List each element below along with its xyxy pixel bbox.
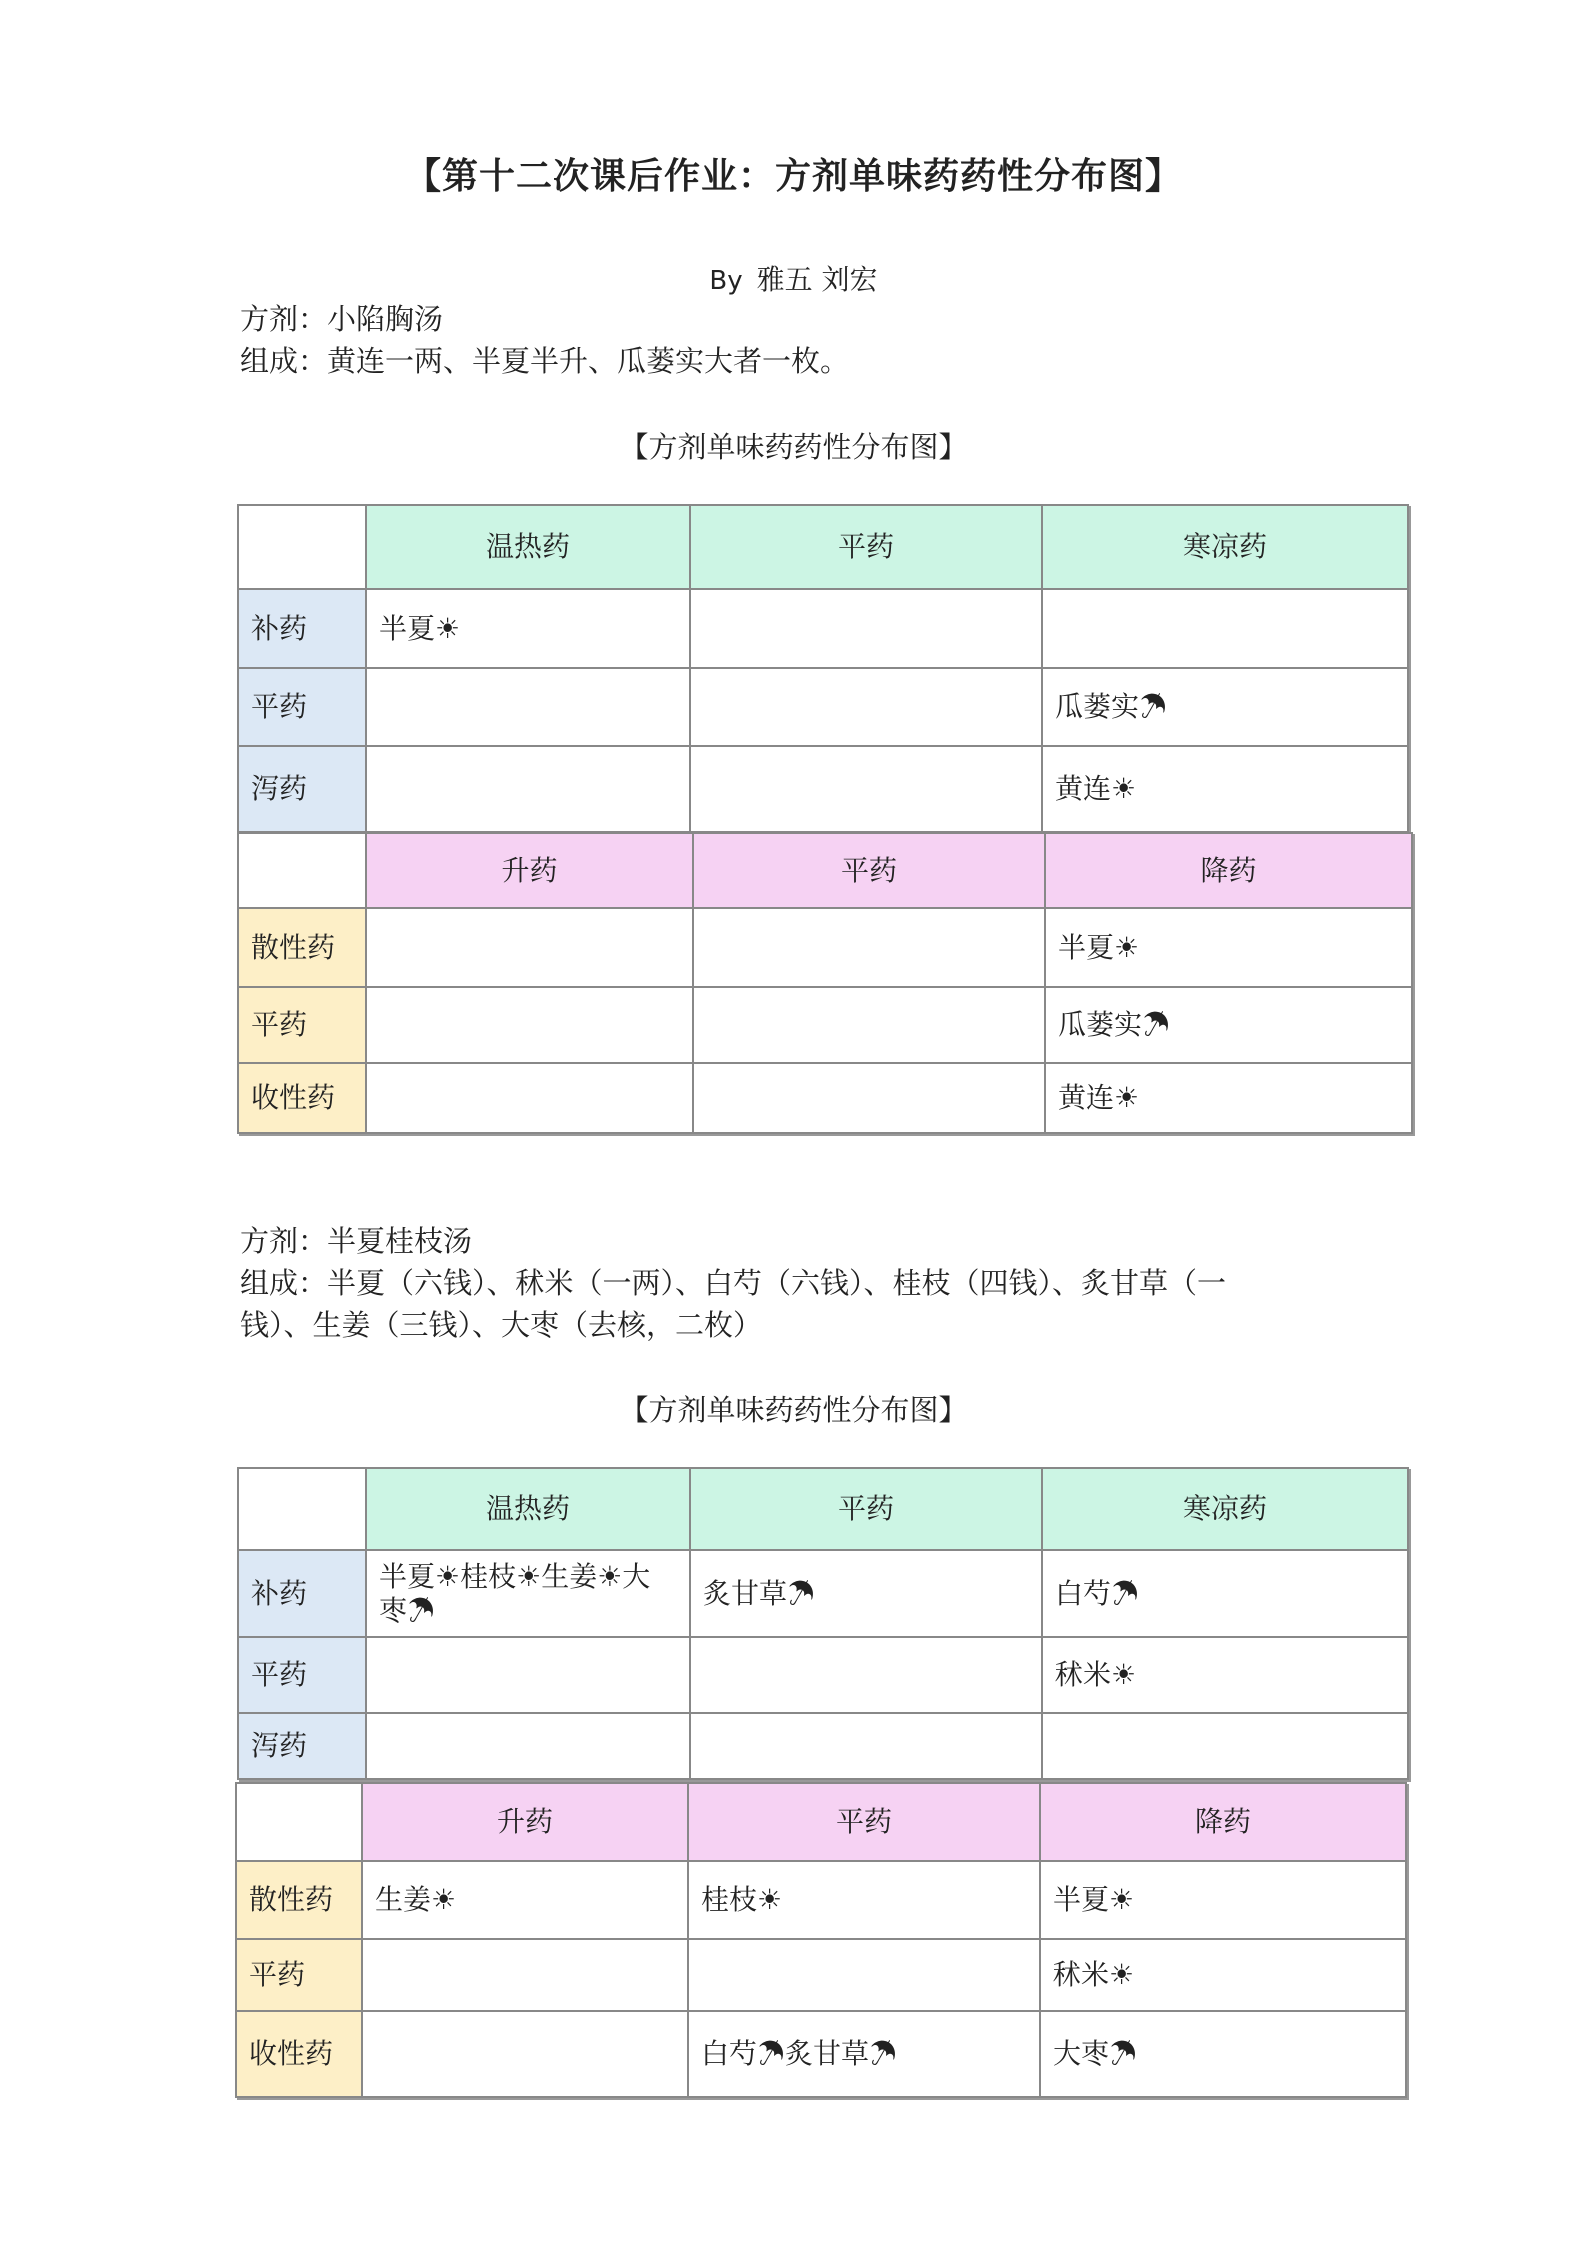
table-cell: 半夏☀桂枝☀生姜☀大枣☂ [366, 1550, 690, 1637]
formula1-name: 方剂：小陷胸汤 [240, 302, 444, 336]
formula2-composition-line2: 钱）、生姜（三钱）、大枣（去核，二枚） [240, 1308, 763, 1342]
table-cell: 半夏☀ [1040, 1861, 1406, 1939]
table-cell [690, 589, 1042, 668]
table-cell [690, 668, 1042, 746]
row-label: 散性药 [238, 908, 366, 987]
table-cell [690, 1637, 1042, 1713]
table-cell: 半夏☀ [366, 589, 690, 668]
table-cell: 生姜☀ [362, 1861, 688, 1939]
header-warm: 温热药 [366, 1468, 690, 1550]
table-cell: 秫米☀ [1042, 1637, 1408, 1713]
formula2-direction-table [235, 1782, 1407, 2098]
header-warm: 温热药 [366, 505, 690, 589]
table-cell: 瓜蒌实☂ [1045, 987, 1412, 1063]
author-name: 雅五 刘宏 [756, 263, 878, 296]
row-label: 补药 [238, 589, 366, 668]
table-cell [366, 746, 690, 832]
corner-cell [238, 833, 366, 908]
formula2-name: 方剂：半夏桂枝汤 [240, 1224, 473, 1258]
header-neutral: 平药 [690, 1468, 1042, 1550]
row-label: 收性药 [236, 2011, 362, 2097]
table-cell [1042, 1713, 1408, 1779]
table-cell [1042, 589, 1408, 668]
table-cell [366, 1713, 690, 1779]
table-cell [366, 1063, 693, 1133]
table-cell: 桂枝☀ [688, 1861, 1040, 1939]
header-descending: 降药 [1040, 1783, 1406, 1861]
header-neutral: 平药 [688, 1783, 1040, 1861]
corner-cell [236, 1783, 362, 1861]
header-descending: 降药 [1045, 833, 1412, 908]
table-cell: 白芍☂炙甘草☂ [688, 2011, 1040, 2097]
header-ascending: 升药 [366, 833, 693, 908]
header-neutral: 平药 [693, 833, 1045, 908]
formula2-chart-title: 【方剂单味药药性分布图】 [619, 1393, 968, 1427]
table-cell [362, 2011, 688, 2097]
row-label: 泻药 [238, 1713, 366, 1779]
row-label: 泻药 [238, 746, 366, 832]
page-title: 【第十二次课后作业：方剂单味药药性分布图】 [404, 155, 1182, 197]
corner-cell [238, 505, 366, 589]
formula1-temperature-table [237, 504, 1409, 833]
author-by: By [709, 266, 743, 296]
table-cell: 黄连☀ [1042, 746, 1408, 832]
header-cold: 寒凉药 [1042, 505, 1408, 589]
table-cell [362, 1939, 688, 2011]
row-label: 补药 [238, 1550, 366, 1637]
table-cell [366, 1637, 690, 1713]
table-cell: 炙甘草☂ [690, 1550, 1042, 1637]
corner-cell [238, 1468, 366, 1550]
table-cell: 大枣☂ [1040, 2011, 1406, 2097]
table-cell: 半夏☀ [1045, 908, 1412, 987]
formula1-chart-title: 【方剂单味药药性分布图】 [619, 430, 968, 464]
row-label: 散性药 [236, 1861, 362, 1939]
table-cell: 黄连☀ [1045, 1063, 1412, 1133]
row-label: 收性药 [238, 1063, 366, 1133]
table-cell [693, 1063, 1045, 1133]
table-cell [693, 908, 1045, 987]
table-cell [366, 987, 693, 1063]
header-cold: 寒凉药 [1042, 1468, 1408, 1550]
formula1-direction-table [237, 832, 1413, 1134]
formula2-composition-line1: 组成：半夏（六钱）、秫米（一两）、白芍（六钱）、桂枝（四钱）、炙甘草（一 [240, 1266, 1227, 1300]
table-cell [690, 746, 1042, 832]
row-label: 平药 [238, 668, 366, 746]
table-cell [366, 668, 690, 746]
row-label: 平药 [238, 987, 366, 1063]
table-cell: 秫米☀ [1040, 1939, 1406, 2011]
row-label: 平药 [238, 1637, 366, 1713]
table-cell [690, 1713, 1042, 1779]
header-neutral: 平药 [690, 505, 1042, 589]
formula2-temperature-table [237, 1467, 1409, 1780]
table-cell [688, 1939, 1040, 2011]
table-cell [366, 908, 693, 987]
formula1-composition: 组成：黄连一两、半夏半升、瓜蒌实大者一枚。 [240, 344, 850, 378]
table-cell: 瓜蒌实☂ [1042, 668, 1408, 746]
table-cell [693, 987, 1045, 1063]
row-label: 平药 [236, 1939, 362, 2011]
header-ascending: 升药 [362, 1783, 688, 1861]
table-cell: 白芍☂ [1042, 1550, 1408, 1637]
author-line [0, 258, 1587, 298]
